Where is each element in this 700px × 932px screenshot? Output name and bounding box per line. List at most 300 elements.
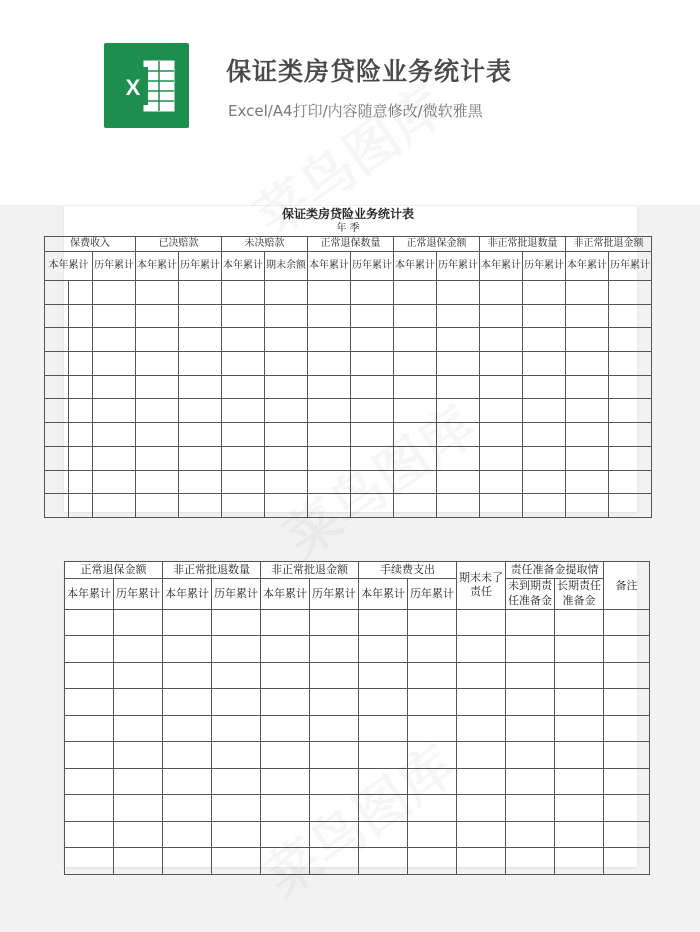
table-cell (457, 715, 506, 742)
reserve-group-header: 责任准备金提取情 (506, 562, 604, 579)
table-cell (351, 328, 394, 352)
sub-header: 本年累计 (222, 252, 265, 281)
page-subtitle: Excel/A4打印/内容随意修改/微软雅黑 (228, 102, 483, 120)
table-cell (136, 423, 179, 447)
table-cell (261, 821, 310, 848)
sub-header: 历年累计 (408, 579, 457, 610)
table-cell (506, 821, 555, 848)
sub-header: 历年累计 (609, 252, 652, 281)
table-cell (604, 662, 650, 689)
table-cell (65, 795, 114, 822)
table-cell (45, 375, 69, 399)
table-cell (457, 768, 506, 795)
table-cell (65, 742, 114, 769)
table-cell (555, 795, 604, 822)
table-cell (45, 446, 69, 470)
table-cell (351, 470, 394, 494)
group-header: 保费收入 (45, 237, 136, 252)
table-cell (506, 768, 555, 795)
table-cell (45, 470, 69, 494)
sub-header: 本年累计 (136, 252, 179, 281)
table-cell (69, 399, 93, 423)
table-cell (566, 399, 609, 423)
table-cell (604, 609, 650, 636)
table-cell (480, 352, 523, 376)
table-cell (609, 352, 652, 376)
table-row (45, 281, 652, 305)
table-cell (163, 715, 212, 742)
table-cell (506, 848, 555, 875)
table-cell (65, 715, 114, 742)
table-cell (394, 281, 437, 305)
sub-header: 历年累计 (523, 252, 566, 281)
table-cell (408, 821, 457, 848)
table-cell (437, 399, 480, 423)
table-cell (179, 494, 222, 518)
table-cell (609, 446, 652, 470)
table-cell (359, 609, 408, 636)
table-cell (265, 470, 308, 494)
table-cell (163, 689, 212, 716)
table-cell (308, 494, 351, 518)
table-cell (261, 662, 310, 689)
table-cell (566, 328, 609, 352)
table-cell (457, 689, 506, 716)
table-cell (457, 848, 506, 875)
table-cell (351, 281, 394, 305)
table-cell (65, 636, 114, 663)
group-header: 正常退保金额 (394, 237, 480, 252)
table-cell (457, 636, 506, 663)
table-cell (555, 821, 604, 848)
table-cell (69, 328, 93, 352)
table-cell (93, 281, 136, 305)
table-cell (437, 281, 480, 305)
table-cell (566, 375, 609, 399)
sub-header: 期末余额 (265, 252, 308, 281)
table-cell (394, 375, 437, 399)
table-cell (308, 328, 351, 352)
table-cell (69, 494, 93, 518)
table-cell (310, 821, 359, 848)
table-cell (351, 375, 394, 399)
table-cell (351, 399, 394, 423)
table-cell (566, 281, 609, 305)
table-cell (523, 304, 566, 328)
table-cell (555, 662, 604, 689)
table-cell (394, 494, 437, 518)
group-header: 手续费支出 (359, 562, 457, 579)
table-cell (65, 609, 114, 636)
table-cell (212, 636, 261, 663)
table-cell (93, 446, 136, 470)
table-cell (609, 375, 652, 399)
table-cell (212, 715, 261, 742)
table-cell (65, 768, 114, 795)
table-cell (222, 423, 265, 447)
table-cell (212, 848, 261, 875)
table-cell (179, 328, 222, 352)
table-cell (408, 848, 457, 875)
table-row (45, 328, 652, 352)
table-cell (265, 328, 308, 352)
table-cell (394, 446, 437, 470)
table-row (45, 423, 652, 447)
table-cell (163, 662, 212, 689)
table-cell (212, 821, 261, 848)
table-cell (222, 494, 265, 518)
sub-header: 本年累计 (65, 579, 114, 610)
end-liability-header: 期末未了责任 (457, 562, 506, 610)
table-cell (604, 768, 650, 795)
table-row (45, 375, 652, 399)
table-cell (308, 423, 351, 447)
sheet-preview-2 (64, 561, 637, 867)
table-cell (136, 304, 179, 328)
table-cell (65, 821, 114, 848)
table-cell (604, 689, 650, 716)
table-cell (179, 423, 222, 447)
table-cell (265, 494, 308, 518)
group-header: 未决赔款 (222, 237, 308, 252)
table-cell (310, 662, 359, 689)
table-cell (523, 423, 566, 447)
table-cell (212, 768, 261, 795)
sub-header: 历年累计 (179, 252, 222, 281)
sub-header: 本年累计 (394, 252, 437, 281)
table-cell (506, 795, 555, 822)
table-cell (222, 446, 265, 470)
table-cell (523, 328, 566, 352)
table-cell (179, 281, 222, 305)
table-cell (604, 715, 650, 742)
table-row (65, 821, 650, 848)
table-row (45, 304, 652, 328)
table-cell (179, 470, 222, 494)
table-row (65, 768, 650, 795)
table-cell (45, 328, 69, 352)
table-cell (480, 304, 523, 328)
table-cell (437, 494, 480, 518)
table-cell (114, 795, 163, 822)
table-cell (308, 281, 351, 305)
table-cell (359, 636, 408, 663)
season-line: 年 季 (336, 222, 360, 234)
table-cell (480, 328, 523, 352)
reserve-sub-header: 未到期责任准备金 (506, 579, 555, 610)
table-cell (609, 328, 652, 352)
table-cell (566, 494, 609, 518)
table-cell (359, 795, 408, 822)
table-cell (480, 399, 523, 423)
table-cell (261, 609, 310, 636)
table-cell (359, 662, 408, 689)
table-cell (604, 795, 650, 822)
table-cell (480, 375, 523, 399)
table-row (45, 494, 652, 518)
sub-header: 本年累计 (566, 252, 609, 281)
table-cell (394, 423, 437, 447)
table-cell (163, 636, 212, 663)
table-cell (351, 423, 394, 447)
table-cell (394, 304, 437, 328)
table-cell (604, 742, 650, 769)
sub-header: 历年累计 (351, 252, 394, 281)
table-cell (45, 352, 69, 376)
table-cell (408, 662, 457, 689)
table-cell (212, 609, 261, 636)
table-cell (265, 399, 308, 423)
table-cell (179, 446, 222, 470)
table-cell (212, 742, 261, 769)
table-cell (351, 304, 394, 328)
table-cell (163, 768, 212, 795)
table-cell (261, 768, 310, 795)
table-cell (93, 470, 136, 494)
table-cell (555, 768, 604, 795)
table-cell (555, 689, 604, 716)
table-cell (163, 848, 212, 875)
table-cell (310, 689, 359, 716)
table-cell (69, 304, 93, 328)
table-cell (351, 446, 394, 470)
table-cell (604, 848, 650, 875)
table-cell (222, 328, 265, 352)
table-cell (222, 399, 265, 423)
table-cell (261, 742, 310, 769)
table-cell (310, 609, 359, 636)
table-cell (437, 375, 480, 399)
table-cell (93, 304, 136, 328)
table-cell (265, 352, 308, 376)
table-cell (265, 375, 308, 399)
table-cell (457, 795, 506, 822)
table-cell (457, 742, 506, 769)
stats-table-1 (44, 206, 652, 518)
table-cell (308, 470, 351, 494)
table-cell (506, 689, 555, 716)
table-cell (480, 446, 523, 470)
group-header: 正常退保数量 (308, 237, 394, 252)
page-title: 保证类房贷险业务统计表 (226, 57, 513, 86)
header-banner (0, 0, 700, 205)
table-cell (163, 795, 212, 822)
group-header: 非正常批退数量 (480, 237, 566, 252)
sub-header: 历年累计 (212, 579, 261, 610)
table-cell (163, 609, 212, 636)
table-cell (523, 375, 566, 399)
table-row (45, 352, 652, 376)
table-cell (114, 689, 163, 716)
table-cell (69, 352, 93, 376)
table-row (65, 609, 650, 636)
table-cell (179, 375, 222, 399)
table-cell (506, 742, 555, 769)
table-cell (136, 399, 179, 423)
table-cell (45, 423, 69, 447)
table-cell (114, 662, 163, 689)
sub-header: 本年累计 (308, 252, 351, 281)
table-cell (408, 768, 457, 795)
table-cell (69, 281, 93, 305)
table-cell (136, 328, 179, 352)
table-cell (351, 352, 394, 376)
table-cell (437, 446, 480, 470)
sub-header: 本年累计 (480, 252, 523, 281)
table-cell (604, 636, 650, 663)
sub-header: 历年累计 (310, 579, 359, 610)
table-cell (408, 689, 457, 716)
table-cell (222, 375, 265, 399)
table-cell (408, 742, 457, 769)
table-cell (69, 375, 93, 399)
table-cell (394, 352, 437, 376)
table-cell (523, 446, 566, 470)
table-cell (136, 470, 179, 494)
table-cell (310, 742, 359, 769)
table-row (65, 662, 650, 689)
table-cell (351, 494, 394, 518)
table-cell (93, 328, 136, 352)
table-cell (506, 662, 555, 689)
table-cell (93, 399, 136, 423)
table-cell (163, 742, 212, 769)
table-cell (310, 795, 359, 822)
table-cell (555, 742, 604, 769)
table-cell (114, 636, 163, 663)
table-cell (437, 328, 480, 352)
table-cell (555, 848, 604, 875)
table-cell (506, 715, 555, 742)
table-cell (408, 636, 457, 663)
table-row (65, 636, 650, 663)
excel-logo-icon (104, 43, 189, 128)
table-row (65, 715, 650, 742)
table-cell (93, 423, 136, 447)
table-cell (408, 795, 457, 822)
table-cell (93, 352, 136, 376)
table-cell (265, 304, 308, 328)
table-cell (114, 609, 163, 636)
table-cell (265, 281, 308, 305)
table-cell (265, 446, 308, 470)
table-cell (609, 423, 652, 447)
table-cell (69, 446, 93, 470)
table-cell (69, 470, 93, 494)
table-cell (163, 821, 212, 848)
table-cell (310, 848, 359, 875)
table-cell (65, 848, 114, 875)
group-header: 正常退保金额 (65, 562, 163, 579)
table-cell (308, 399, 351, 423)
table-cell (359, 689, 408, 716)
table-cell (310, 715, 359, 742)
table-cell (408, 715, 457, 742)
group-header: 非正常批退金额 (566, 237, 652, 252)
table-cell (265, 423, 308, 447)
table-row (45, 399, 652, 423)
table-cell (457, 821, 506, 848)
table-cell (136, 352, 179, 376)
table-cell (523, 352, 566, 376)
table-cell (523, 470, 566, 494)
table-cell (261, 636, 310, 663)
table-cell (394, 470, 437, 494)
table-cell (566, 446, 609, 470)
table-cell (359, 768, 408, 795)
table-cell (179, 352, 222, 376)
table-cell (65, 689, 114, 716)
table-cell (45, 399, 69, 423)
table-cell (394, 328, 437, 352)
table-row (45, 470, 652, 494)
sub-header: 本年累计 (45, 252, 93, 281)
table-cell (359, 742, 408, 769)
table-cell (69, 423, 93, 447)
logo-letter: X (125, 75, 141, 100)
sub-header: 本年累计 (261, 579, 310, 610)
sub-header: 本年累计 (359, 579, 408, 610)
table-cell (93, 494, 136, 518)
table-cell (609, 399, 652, 423)
table-cell (308, 304, 351, 328)
group-header: 已决赔款 (136, 237, 222, 252)
table-cell (408, 609, 457, 636)
table-cell (222, 470, 265, 494)
table-cell (261, 689, 310, 716)
table-cell (506, 609, 555, 636)
table-cell (359, 715, 408, 742)
table-cell (114, 821, 163, 848)
table-cell (45, 494, 69, 518)
table-cell (359, 848, 408, 875)
table-cell (114, 768, 163, 795)
table-cell (437, 423, 480, 447)
table-cell (609, 281, 652, 305)
table-cell (310, 636, 359, 663)
table-row (65, 689, 650, 716)
table-cell (566, 470, 609, 494)
table-cell (457, 662, 506, 689)
table-cell (394, 399, 437, 423)
reserve-sub-header: 长期责任准备金 (555, 579, 604, 610)
table-cell (261, 715, 310, 742)
table-cell (136, 494, 179, 518)
table-cell (609, 304, 652, 328)
table-row (65, 795, 650, 822)
table-cell (609, 494, 652, 518)
table-cell (437, 470, 480, 494)
table-cell (437, 352, 480, 376)
table-cell (136, 281, 179, 305)
table-cell (114, 848, 163, 875)
table-cell (437, 304, 480, 328)
table-cell (212, 662, 261, 689)
table-cell (222, 281, 265, 305)
table-cell (114, 715, 163, 742)
group-header: 非正常批退金额 (261, 562, 359, 579)
sub-header: 本年累计 (163, 579, 212, 610)
sub-header: 历年累计 (93, 252, 136, 281)
table-cell (480, 494, 523, 518)
sub-header: 历年累计 (114, 579, 163, 610)
remark-header: 备注 (604, 562, 650, 610)
table-row (65, 742, 650, 769)
table-cell (212, 689, 261, 716)
table-cell (566, 423, 609, 447)
table-cell (359, 821, 408, 848)
table-cell (65, 662, 114, 689)
